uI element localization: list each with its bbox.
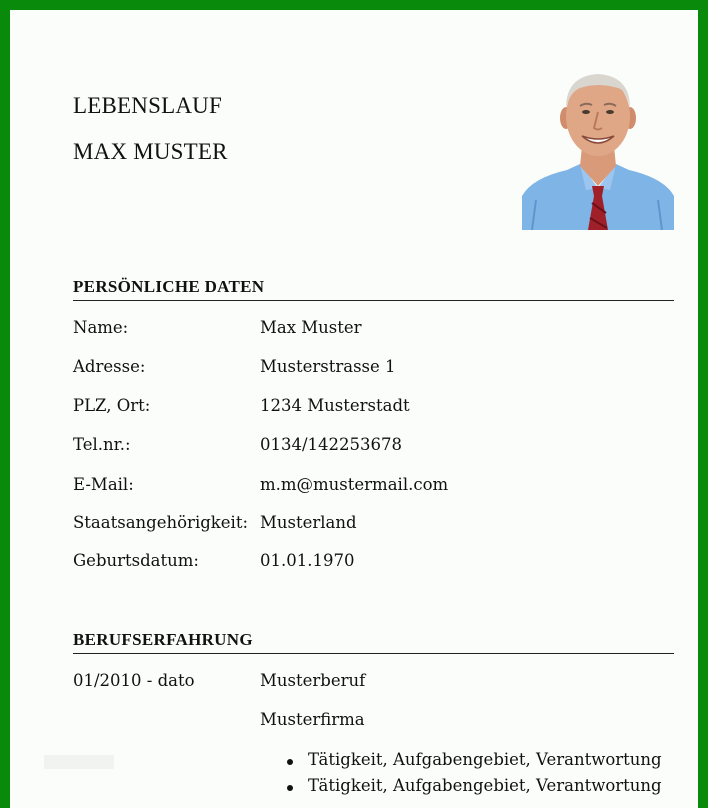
personal-row-birthdate [73,551,674,575]
personal-row-name [73,318,674,342]
personal-row-email [73,475,674,499]
field-label: Staatsangehörigkeit: [73,513,249,532]
field-value: 0134/142253678 [260,435,403,454]
list-item: Tätigkeit, Aufgabengebiet, Verantwortung [263,776,662,802]
personal-data-heading: PERSÖNLICHE DATEN [73,277,674,301]
experience-task-list [263,750,662,802]
field-value: 01.01.1970 [260,551,355,570]
person-name-heading: MAX MUSTER [73,139,228,164]
experience-job-title: Musterberuf [260,671,366,690]
field-value: Max Muster [260,318,362,337]
personal-row-phone [73,435,674,459]
document-title: LEBENSLAUF [73,93,222,118]
cv-page [10,10,698,808]
field-value: Musterstrasse 1 [260,357,396,376]
faint-watermark [44,755,114,769]
field-label: Tel.nr.: [73,435,131,454]
personal-row-address [73,357,674,381]
list-item: Tätigkeit, Aufgabengebiet, Verantwortung [263,750,662,776]
field-label: PLZ, Ort: [73,396,151,415]
personal-row-nationality [73,513,674,537]
field-value: Musterland [260,513,357,532]
field-label: E-Mail: [73,475,134,494]
experience-heading: BERUFSERFAHRUNG [73,630,674,654]
field-value: m.m@mustermail.com [260,475,449,494]
field-label: Adresse: [73,357,146,376]
experience-row-job [73,671,674,695]
experience-company: Musterfirma [260,710,365,729]
personal-row-city [73,396,674,420]
field-label: Geburtsdatum: [73,551,199,570]
portrait-photo [522,68,674,230]
field-value: 1234 Musterstadt [260,396,410,415]
field-label: Name: [73,318,129,337]
experience-period: 01/2010 - dato [73,671,195,690]
experience-row-company [73,710,674,734]
